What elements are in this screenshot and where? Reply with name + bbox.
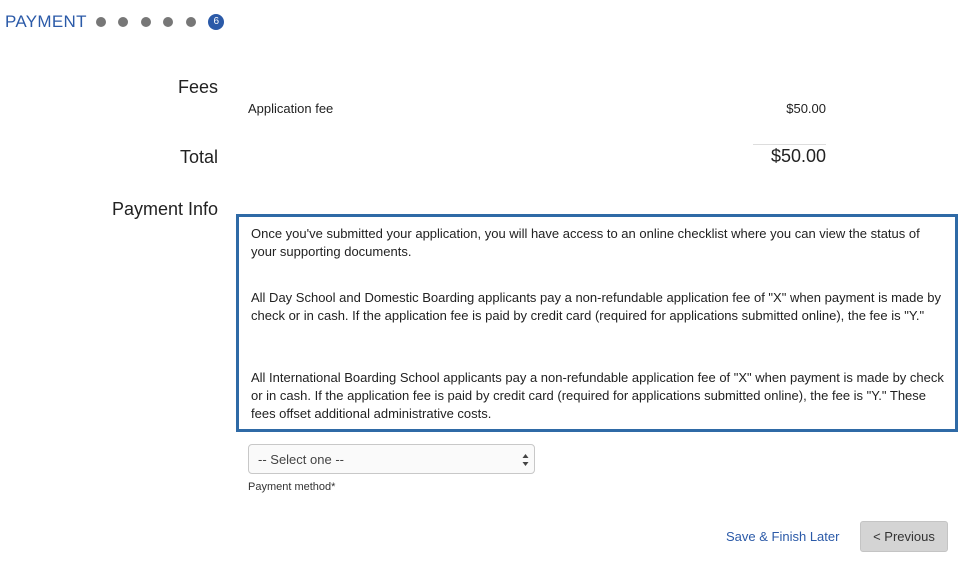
fee-item-label: Application fee [248, 101, 334, 116]
step-dot-4[interactable] [163, 17, 173, 27]
payment-info-box [236, 214, 958, 432]
fee-item-amount: $50.00 [786, 101, 826, 116]
payment-info-paragraph: Once you've submitted your application, you will have access to an online checklist where you can view the status of your supporting documents. [251, 226, 920, 259]
payment-method-label: Payment method* [248, 481, 336, 493]
step-dot-current: 6 [208, 14, 224, 30]
total-label: Total [179, 147, 218, 167]
payment-info-paragraph: All Day School and Domestic Boarding applicants pay a non-refundable application fee of "X" when payment is made by check or in cash. If the application fee is paid by credit card (required for applications submitted online), the fee is "Y." [251, 290, 941, 323]
payment-method-select[interactable] [248, 444, 535, 474]
select-arrows-icon [522, 453, 529, 467]
fees-section-label: Fees [177, 77, 218, 97]
save-finish-later-link[interactable]: Save & Finish Later [726, 529, 840, 544]
payment-method-selected: -- Select one -- [258, 452, 344, 467]
payment-info-label: Payment Info [111, 199, 218, 219]
payment-info-paragraph: All International Boarding School applicants pay a non-refundable application fee of "X" when payment is made by check or in cash. If the application fee is paid by credit card (required for applications submitted online), the fee is "Y." These fees offset additional administrative costs. [251, 370, 944, 421]
page-title: PAYMENT [5, 12, 87, 31]
total-amount: $50.00 [770, 146, 826, 166]
step-indicator [5, 12, 224, 32]
total-divider [753, 144, 826, 145]
step-dot-5[interactable] [186, 17, 196, 27]
step-dot-3[interactable] [141, 17, 151, 27]
step-dot-2[interactable] [118, 17, 128, 27]
previous-button[interactable]: < Previous [860, 521, 948, 552]
step-dot-1[interactable] [96, 17, 106, 27]
